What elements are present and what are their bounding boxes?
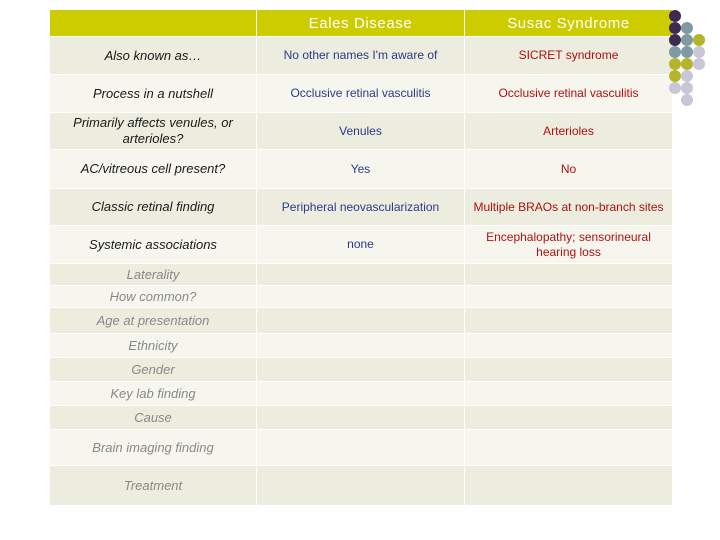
susac-cell [465, 406, 673, 430]
row-label: Systemic associations [50, 226, 257, 264]
row-label: Laterality [50, 264, 257, 286]
eales-cell [257, 264, 465, 286]
susac-cell: SICRET syndrome [465, 37, 673, 75]
comparison-table [49, 9, 673, 506]
table-row [50, 406, 673, 430]
dot-icon [669, 34, 681, 46]
dot-icon [669, 70, 681, 82]
table-row [50, 308, 673, 334]
susac-cell [465, 286, 673, 308]
susac-cell [465, 264, 673, 286]
eales-cell [257, 406, 465, 430]
dot-icon [669, 58, 681, 70]
row-label: Treatment [50, 466, 257, 506]
dot-icon [681, 70, 693, 82]
eales-cell: Occlusive retinal vasculitis [257, 75, 465, 113]
eales-cell [257, 358, 465, 382]
dot-icon [693, 46, 705, 58]
susac-cell: Multiple BRAOs at non-branch sites [465, 189, 673, 226]
eales-cell: Yes [257, 150, 465, 189]
dot-icon [681, 58, 693, 70]
row-label: Cause [50, 406, 257, 430]
eales-cell: Venules [257, 113, 465, 150]
row-label: How common? [50, 286, 257, 308]
table-row [50, 382, 673, 406]
dot-icon [681, 94, 693, 106]
table-row [50, 150, 673, 189]
table-row [50, 264, 673, 286]
susac-cell: Occlusive retinal vasculitis [465, 75, 673, 113]
row-label: AC/vitreous cell present? [50, 150, 257, 189]
row-label: Brain imaging finding [50, 430, 257, 466]
eales-cell [257, 286, 465, 308]
susac-cell [465, 358, 673, 382]
dot-icon [681, 34, 693, 46]
table-row [50, 37, 673, 75]
row-label: Process in a nutshell [50, 75, 257, 113]
row-label: Classic retinal finding [50, 189, 257, 226]
dot-icon [669, 46, 681, 58]
eales-cell [257, 466, 465, 506]
susac-cell [465, 466, 673, 506]
row-label: Key lab finding [50, 382, 257, 406]
dot-icon [669, 22, 681, 34]
dot-icon [669, 10, 681, 22]
dot-icon [681, 22, 693, 34]
row-label: Age at presentation [50, 308, 257, 334]
table-row [50, 189, 673, 226]
eales-cell [257, 308, 465, 334]
eales-cell: none [257, 226, 465, 264]
eales-cell [257, 382, 465, 406]
dot-icon [681, 82, 693, 94]
row-label: Ethnicity [50, 334, 257, 358]
header-susac: Susac Syndrome [465, 10, 673, 37]
susac-cell [465, 382, 673, 406]
dot-icon [669, 82, 681, 94]
table-row [50, 334, 673, 358]
susac-cell: No [465, 150, 673, 189]
table-row [50, 286, 673, 308]
susac-cell: Encephalopathy; sensorineural hearing loss [465, 226, 673, 264]
header-empty-cell [50, 10, 257, 37]
susac-cell [465, 308, 673, 334]
susac-cell [465, 430, 673, 466]
table-row [50, 226, 673, 264]
table-row [50, 430, 673, 466]
susac-cell [465, 334, 673, 358]
eales-cell: Peripheral neovascularization [257, 189, 465, 226]
dot-icon [693, 34, 705, 46]
dot-icon [681, 46, 693, 58]
eales-cell: No other names I'm aware of [257, 37, 465, 75]
table-row [50, 358, 673, 382]
eales-cell [257, 430, 465, 466]
row-label: Primarily affects venules, or arterioles? [50, 113, 257, 150]
susac-cell: Arterioles [465, 113, 673, 150]
table-row [50, 113, 673, 150]
eales-cell [257, 334, 465, 358]
table-row [50, 75, 673, 113]
table-row [50, 466, 673, 506]
header-eales: Eales Disease [257, 10, 465, 37]
dot-icon [693, 58, 705, 70]
header-row [50, 10, 673, 37]
row-label: Also known as… [50, 37, 257, 75]
row-label: Gender [50, 358, 257, 382]
